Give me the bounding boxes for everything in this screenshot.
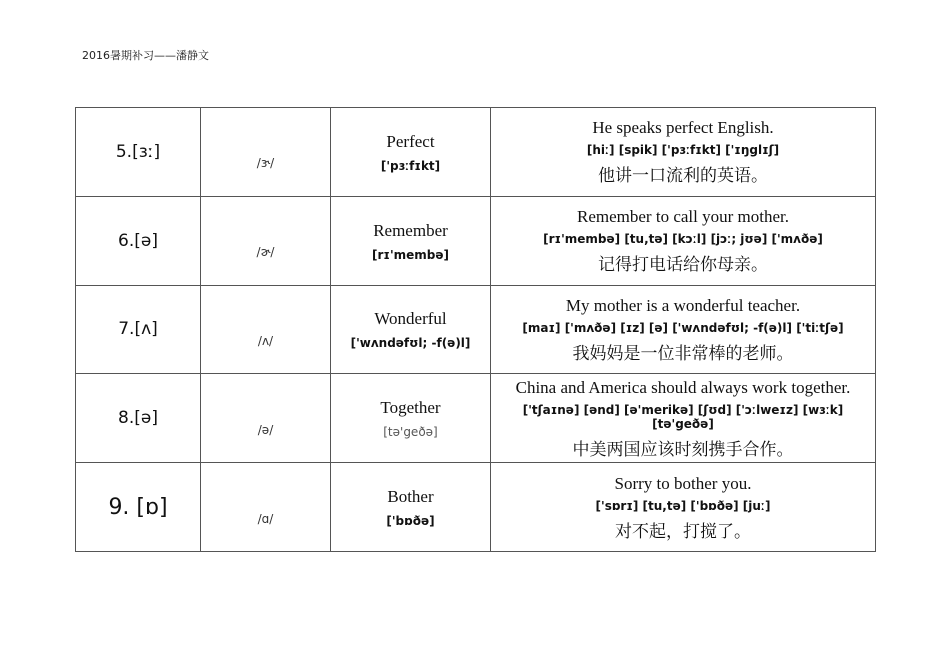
table-row — [76, 108, 876, 197]
example-sentence: He speaks perfect English. — [592, 118, 774, 138]
vowel-symbol: /ɑ/ — [257, 511, 274, 526]
sentence-phonetic: [maɪ] ['mʌðə] [ɪz] [ə] ['wʌndəfʊl; -f(ə)l] ['tiːtʃə] — [522, 320, 844, 335]
vowel-number: 6.[ə] — [76, 196, 201, 285]
vowel-symbol-cell — [201, 463, 331, 552]
word-phonetic: ['pɜːfɪkt] — [380, 158, 441, 173]
vowel-number: 8.[ə] — [76, 374, 201, 463]
chinese-translation: 他讲一口流利的英语。 — [598, 166, 768, 187]
vowel-symbol-cell — [201, 196, 331, 285]
word-phonetic: ['wʌndəfʊl; -f(ə)l] — [350, 336, 471, 351]
word-cell — [331, 108, 491, 197]
table-row — [76, 463, 876, 552]
chinese-translation: 对不起，打搅了。 — [615, 521, 751, 542]
vowel-symbol-cell — [201, 108, 331, 197]
word-cell — [331, 285, 491, 374]
word-phonetic: ['bɒðə] — [386, 514, 435, 529]
chinese-translation: 我妈妈是一位非常棒的老师。 — [572, 343, 794, 364]
sentence-phonetic: [rɪ'membə] [tu,tə] [kɔːl] [jɔː; jʊə] ['mʌðə] — [543, 232, 823, 247]
example-sentence: My mother is a wonderful teacher. — [565, 295, 801, 315]
sentence-cell — [491, 285, 876, 374]
page-header: 2016暑期补习——潘静文 — [82, 49, 209, 62]
vowel-number: 9. [ɒ] — [76, 463, 201, 552]
vowel-symbol: /ɚ/ — [256, 245, 275, 260]
table-row — [76, 285, 876, 374]
example-word: Remember — [373, 220, 448, 240]
vowel-symbol: /ʌ/ — [257, 333, 274, 348]
vowel-symbol-cell — [201, 285, 331, 374]
example-word: Wonderful — [374, 309, 447, 329]
sentence-phonetic: ['tʃaɪnə] [ənd] [ə'merikə] [ʃʊd] ['ɔːlweɪz] [wɜːk] [tə'geðə] — [522, 402, 844, 431]
example-sentence: China and America should always work together. — [515, 377, 851, 397]
vowel-symbol: /ɝ/ — [256, 156, 275, 171]
chinese-translation: 中美两国应该时刻携手合作。 — [572, 439, 794, 460]
vowel-symbol: /ə/ — [257, 422, 274, 437]
sentence-cell — [491, 374, 876, 463]
example-sentence: Remember to call your mother. — [577, 207, 789, 227]
example-word: Together — [380, 398, 441, 418]
table-row — [76, 196, 876, 285]
sentence-cell — [491, 196, 876, 285]
example-word: Perfect — [386, 131, 435, 151]
word-cell — [331, 196, 491, 285]
vowel-number: 5.[ɜː] — [76, 108, 201, 197]
sentence-phonetic: ['sɒrɪ] [tu,tə] ['bɒðə] [juː] — [595, 498, 771, 513]
word-cell — [331, 463, 491, 552]
chinese-translation: 记得打电话给你母亲。 — [598, 255, 768, 276]
vowel-symbol-cell — [201, 374, 331, 463]
sentence-cell — [491, 108, 876, 197]
word-phonetic: [tə'geðə] — [383, 425, 438, 440]
example-word: Bother — [387, 487, 434, 507]
word-phonetic: [rɪ'membə] — [372, 247, 449, 262]
phonetics-table — [75, 107, 876, 552]
example-sentence: Sorry to bother you. — [614, 473, 752, 493]
table-row — [76, 374, 876, 463]
vowel-number: 7.[ʌ] — [76, 285, 201, 374]
sentence-cell — [491, 463, 876, 552]
sentence-phonetic: [hiː] [spik] ['pɜːfɪkt] ['ɪŋglɪʃ] — [586, 143, 780, 158]
word-cell — [331, 374, 491, 463]
